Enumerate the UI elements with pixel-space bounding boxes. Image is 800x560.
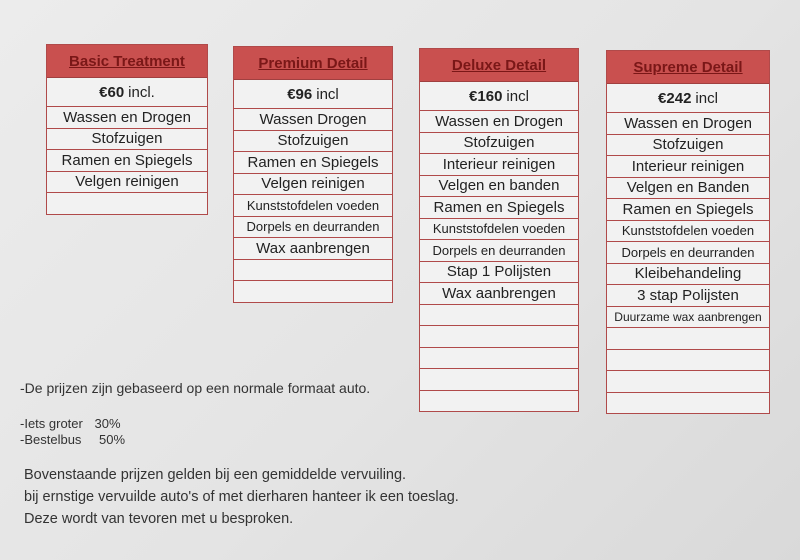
service-item: Duurzame wax aanbrengen [607, 307, 769, 329]
footer-line: Bovenstaande prijzen gelden bij een gemiddelde vervuiling. [24, 467, 407, 483]
package-header [420, 49, 578, 82]
service-item: Kleibehandeling [607, 264, 769, 286]
price-amount: €96 [287, 85, 313, 103]
footer-line: Deze wordt van tevoren met u besproken. [24, 511, 294, 527]
package-supreme [606, 50, 770, 414]
package-title: Basic Treatment [69, 52, 185, 70]
service-item: Ramen en Spiegels [607, 199, 769, 221]
surcharge-value: 50% [99, 432, 126, 447]
price-suffix: incl [316, 85, 339, 103]
service-item: Stap 1 Polijsten [420, 262, 578, 284]
service-item [420, 305, 578, 327]
package-header [234, 47, 392, 80]
package-title: Supreme Detail [633, 58, 743, 76]
price-amount: €242 [658, 89, 692, 107]
service-item [47, 193, 207, 214]
service-item: Velgen reinigen [234, 174, 392, 196]
service-item: Wassen en Drogen [607, 113, 769, 135]
service-item: Dorpels en deurranden [607, 242, 769, 264]
service-item [420, 369, 578, 391]
package-title: Deluxe Detail [451, 56, 547, 74]
service-item: Stofzuigen [420, 133, 578, 155]
service-item: Ramen en Spiegels [234, 152, 392, 174]
package-price [420, 82, 578, 111]
service-item [234, 260, 392, 282]
service-item: Stofzuigen [234, 131, 392, 153]
service-item: Kunststofdelen voeden [234, 195, 392, 217]
footer-text [24, 464, 459, 530]
service-item: Kunststofdelen voeden [607, 221, 769, 243]
surcharge-larger [20, 416, 121, 431]
package-price [234, 80, 392, 109]
pricing-basis-note: -De prijzen zijn gebaseerd op een normale formaat auto. [20, 380, 371, 396]
package-price [47, 78, 207, 107]
package-price [607, 84, 769, 113]
package-header [607, 51, 769, 84]
service-item [607, 393, 769, 414]
service-item: Ramen en Spiegels [420, 197, 578, 219]
package-basic [46, 44, 208, 215]
service-item: Velgen reinigen [47, 172, 207, 194]
price-amount: €160 [469, 87, 503, 105]
surcharge-value: 30% [94, 416, 121, 431]
surcharge-van [20, 432, 125, 447]
service-item: Dorpels en deurranden [420, 240, 578, 262]
service-item: Velgen en banden [420, 176, 578, 198]
service-item: Wassen Drogen [234, 109, 392, 131]
service-item: Stofzuigen [47, 129, 207, 151]
service-item: 3 stap Polijsten [607, 285, 769, 307]
footer-line: bij ernstige vervuilde auto's of met dierharen hanteer ik een toeslag. [24, 489, 459, 505]
service-item: Stofzuigen [607, 135, 769, 157]
service-item: Interieur reinigen [420, 154, 578, 176]
service-item [234, 281, 392, 302]
price-suffix: incl [506, 87, 529, 105]
service-item: Ramen en Spiegels [47, 150, 207, 172]
service-item [420, 391, 578, 412]
surcharge-label: -Bestelbus [20, 432, 82, 447]
service-item: Kunststofdelen voeden [420, 219, 578, 241]
service-item: Wax aanbrengen [420, 283, 578, 305]
service-item [420, 348, 578, 370]
package-deluxe [419, 48, 579, 412]
price-suffix: incl [695, 89, 718, 107]
service-item: Wassen en Drogen [420, 111, 578, 133]
service-item: Wax aanbrengen [234, 238, 392, 260]
service-item [420, 326, 578, 348]
surcharge-label: -Iets groter [20, 416, 83, 431]
service-item [607, 371, 769, 393]
price-suffix: incl. [128, 83, 155, 101]
price-amount: €60 [99, 83, 125, 101]
package-title: Premium Detail [258, 54, 368, 72]
service-item: Velgen en Banden [607, 178, 769, 200]
service-item: Interieur reinigen [607, 156, 769, 178]
package-premium [233, 46, 393, 303]
service-item [607, 350, 769, 372]
service-item [607, 328, 769, 350]
service-item: Dorpels en deurranden [234, 217, 392, 239]
package-header [47, 45, 207, 78]
service-item: Wassen en Drogen [47, 107, 207, 129]
